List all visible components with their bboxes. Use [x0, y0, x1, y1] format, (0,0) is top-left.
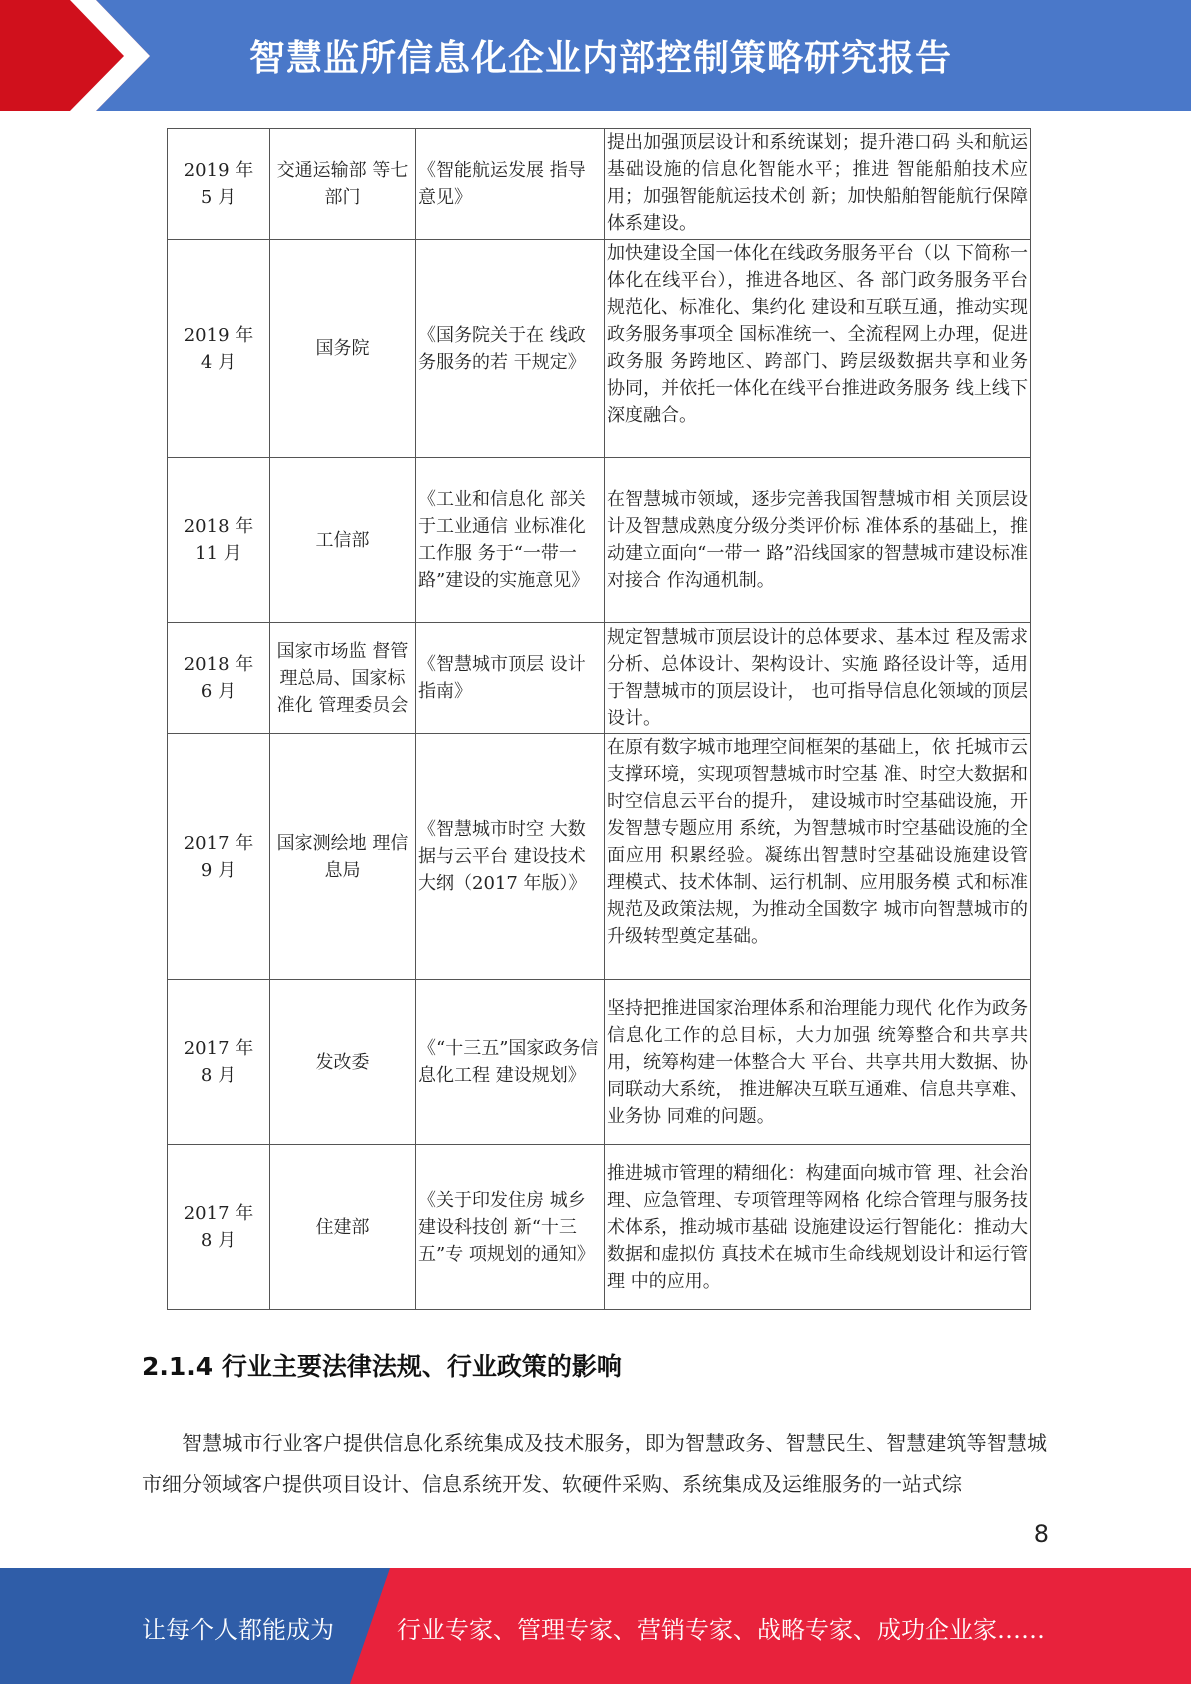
- page-footer: [0, 1568, 1191, 1684]
- description-cell: 在原有数字城市地理空间框架的基础上，依 托城市云支撑环境，实现项智慧城市时空基 准、时空大数据和时空信息云平台的提升， 建设城市时空基础设施，开发智慧专题应用 系统，为智慧城市时空基础设施的全面应用 积累经验。凝练出智慧时空基础设施建设管 理模式、技术体制、运行机制、应用服务模 式和标准规范及政策法规，为推动全国数字 城市向智慧城市的升级转型奠定基础。: [605, 734, 1031, 980]
- department-cell: 发改委: [270, 980, 416, 1145]
- document-cell: 《国务院关于在 线政务服务的若 干规定》: [416, 240, 605, 458]
- description-cell: 在智慧城市领域，逐步完善我国智慧城市相 关顶层设计及智慧成熟度分级分类评价标 准体系的基础上，推动建立面向“一带一 路”沿线国家的智慧城市建设标准对接合 作沟通机制。: [605, 458, 1031, 623]
- description-cell: 提出加强顶层设计和系统谋划；提升港口码 头和航运基础设施的信息化智能水平；推进 智能船舶技术应用；加强智能航运技术创 新；加快船舶智能航行保障体系建设。: [605, 129, 1031, 240]
- document-cell: 《智能航运发展 指导意见》: [416, 129, 605, 240]
- date-cell: 2017 年 9 月: [168, 734, 270, 980]
- department-cell: 国家测绘地 理信息局: [270, 734, 416, 980]
- department-cell: 工信部: [270, 458, 416, 623]
- table-row: [168, 980, 1031, 1145]
- table-row: [168, 458, 1031, 623]
- date-cell: 2019 年 4 月: [168, 240, 270, 458]
- department-cell: 交通运输部 等七部门: [270, 129, 416, 240]
- table-row: [168, 240, 1031, 458]
- table-row: [168, 129, 1031, 240]
- body-paragraph: 智慧城市行业客户提供信息化系统集成及技术服务，即为智慧政务、智慧民生、智慧建筑等智慧城市细分领域客户提供项目设计、信息系统开发、软硬件采购、系统集成及运维服务的一站式综: [142, 1431, 1047, 1496]
- policy-table: [167, 128, 1031, 1310]
- date-cell: 2018 年 11 月: [168, 458, 270, 623]
- table-row: [168, 734, 1031, 980]
- description-cell: 推进城市管理的精细化：构建面向城市管 理、社会治理、应急管理、专项管理等网格 化综合管理与服务技术体系，推动城市基础 设施建设运行智能化：推动大数据和虚拟仿 真技术在城市生命线规划设计和运行管理 中的应用。: [605, 1145, 1031, 1310]
- department-cell: 住建部: [270, 1145, 416, 1310]
- footer-slogan-left: 让每个人都能成为: [142, 1616, 334, 1644]
- description-cell: 加快建设全国一体化在线政务服务平台（以 下简称一体化在线平台），推进各地区、各 部门政务服务平台规范化、标准化、集约化 建设和互联互通，推动实现政务服务事项全 国标准统一、全流程网上办理，促进政务服 务跨地区、跨部门、跨层级数据共享和业务 协同，并依托一体化在线平台推进政务服务 线上线下深度融合。: [605, 240, 1031, 458]
- header-arrow-decoration: [0, 0, 150, 111]
- date-cell: 2017 年 8 月: [168, 1145, 270, 1310]
- date-cell: 2019 年 5 月: [168, 129, 270, 240]
- page-number: 8: [1033, 1520, 1049, 1548]
- document-cell: 《智慧城市时空 大数据与云平台 建设技术大纲（2017 年版）》: [416, 734, 605, 980]
- date-cell: 2018 年 6 月: [168, 623, 270, 734]
- department-cell: 国家市场监 督管理总局、国家标准化 管理委员会: [270, 623, 416, 734]
- document-cell: 《工业和信息化 部关于工业通信 业标准化工作服 务于“一带一 路”建设的实施意见》: [416, 458, 605, 623]
- document-cell: 《“十三五”国家政务信息化工程 建设规划》: [416, 980, 605, 1145]
- date-cell: 2017 年 8 月: [168, 980, 270, 1145]
- page-header: [0, 0, 1191, 111]
- report-title: 智慧监所信息化企业内部控制策略研究报告: [248, 38, 952, 79]
- description-cell: 坚持把推进国家治理体系和治理能力现代 化作为政务信息化工作的总目标，大力加强 统筹整合和共享共用，统筹构建一体整合大 平台、共享共用大数据、协同联动大系统， 推进解决互联互通难、信息共享难、业务协 同难的问题。: [605, 980, 1031, 1145]
- description-cell: 规定智慧城市顶层设计的总体要求、基本过 程及需求分析、总体设计、架构设计、实施 路径设计等，适用于智慧城市的顶层设计， 也可指导信息化领域的顶层设计。: [605, 623, 1031, 734]
- table-row: [168, 1145, 1031, 1310]
- table-row: [168, 623, 1031, 734]
- section-heading: 2.1.4 行业主要法律法规、行业政策的影响: [142, 1352, 622, 1381]
- department-cell: 国务院: [270, 240, 416, 458]
- footer-slogan-right: 行业专家、管理专家、营销专家、战略专家、成功企业家……: [397, 1616, 1045, 1644]
- document-cell: 《关于印发住房 城乡建设科技创 新“十三五”专 项规划的通知》: [416, 1145, 605, 1310]
- document-cell: 《智慧城市顶层 设计指南》: [416, 623, 605, 734]
